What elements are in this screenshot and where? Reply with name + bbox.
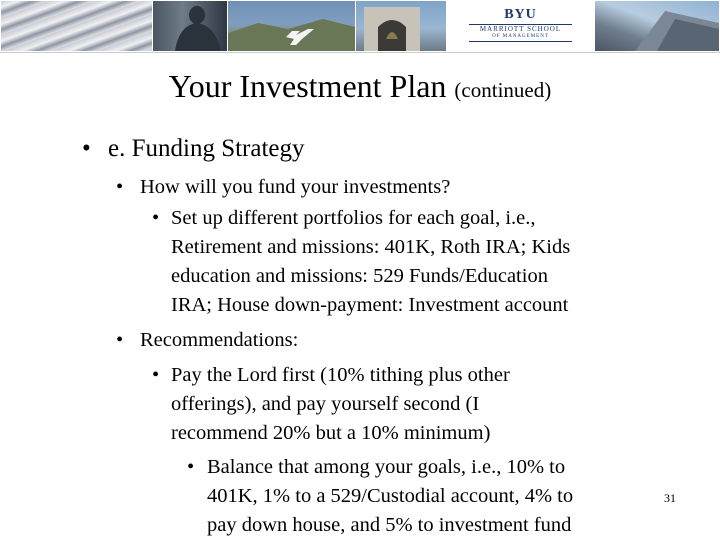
page-number: 31 <box>664 491 676 505</box>
recommendations-bullet: Recommendations: <box>140 329 299 351</box>
balance-text-line: Balance that among your goals, i.e., 10% to <box>207 456 566 478</box>
logo-divider-bottom <box>469 41 572 42</box>
logo-subtitle-line1: MARRIOTT SCHOOL <box>479 25 562 33</box>
balance-text-line: 401K, 1% to a 529/Custodial account, 4% to <box>207 485 574 507</box>
banner-photo-building <box>595 1 719 51</box>
recommendation-text-line: offerings), and pay yourself second (I <box>171 393 480 415</box>
bullet-icon: • <box>152 364 160 386</box>
header-banner <box>0 0 720 52</box>
balance-text-line: pay down house, and 5% to investment fund <box>207 514 572 536</box>
banner-photo-statue <box>153 1 227 51</box>
banner-photo-mountain-y <box>228 1 355 51</box>
question-bullet: How will you fund your investments? <box>140 176 451 198</box>
statue-silhouette <box>153 1 227 51</box>
banner-photo-columns <box>1 1 152 51</box>
bullet-icon: • <box>116 176 124 198</box>
bullet-icon: • <box>152 207 160 229</box>
mountain-y-graphic <box>228 1 355 51</box>
slide-title <box>0 66 720 110</box>
portfolio-text-line: Retirement and missions: 401K, Roth IRA; Kids <box>171 236 571 258</box>
slide-title-suffix: (continued) <box>454 78 552 102</box>
slide-title-main: Your Investment Plan <box>168 68 447 104</box>
section-heading: e. Funding Strategy <box>108 135 305 162</box>
bell-tower-graphic <box>356 1 446 51</box>
recommendation-text-line: Pay the Lord first (10% tithing plus other <box>171 364 510 386</box>
bullet-icon: • <box>187 456 195 478</box>
bullet-icon: • <box>116 329 124 351</box>
recommendation-text-line: recommend 20% but a 10% minimum) <box>171 422 491 444</box>
banner-divider <box>0 52 720 53</box>
portfolio-text-line: education and missions: 529 Funds/Education <box>171 265 548 287</box>
building-graphic <box>595 1 719 51</box>
byu-logo-text: BYU <box>504 7 537 22</box>
portfolio-text-line: IRA; House down-payment: Investment account <box>171 294 569 316</box>
logo-subtitle-line2: OF MANAGEMENT <box>492 34 549 39</box>
banner-photo-bell-tower <box>356 1 446 51</box>
portfolio-text-line: Set up different portfolios for each goal, i.e., <box>171 207 536 229</box>
byu-marriott-logo <box>447 1 594 51</box>
bullet-icon: • <box>82 135 91 162</box>
